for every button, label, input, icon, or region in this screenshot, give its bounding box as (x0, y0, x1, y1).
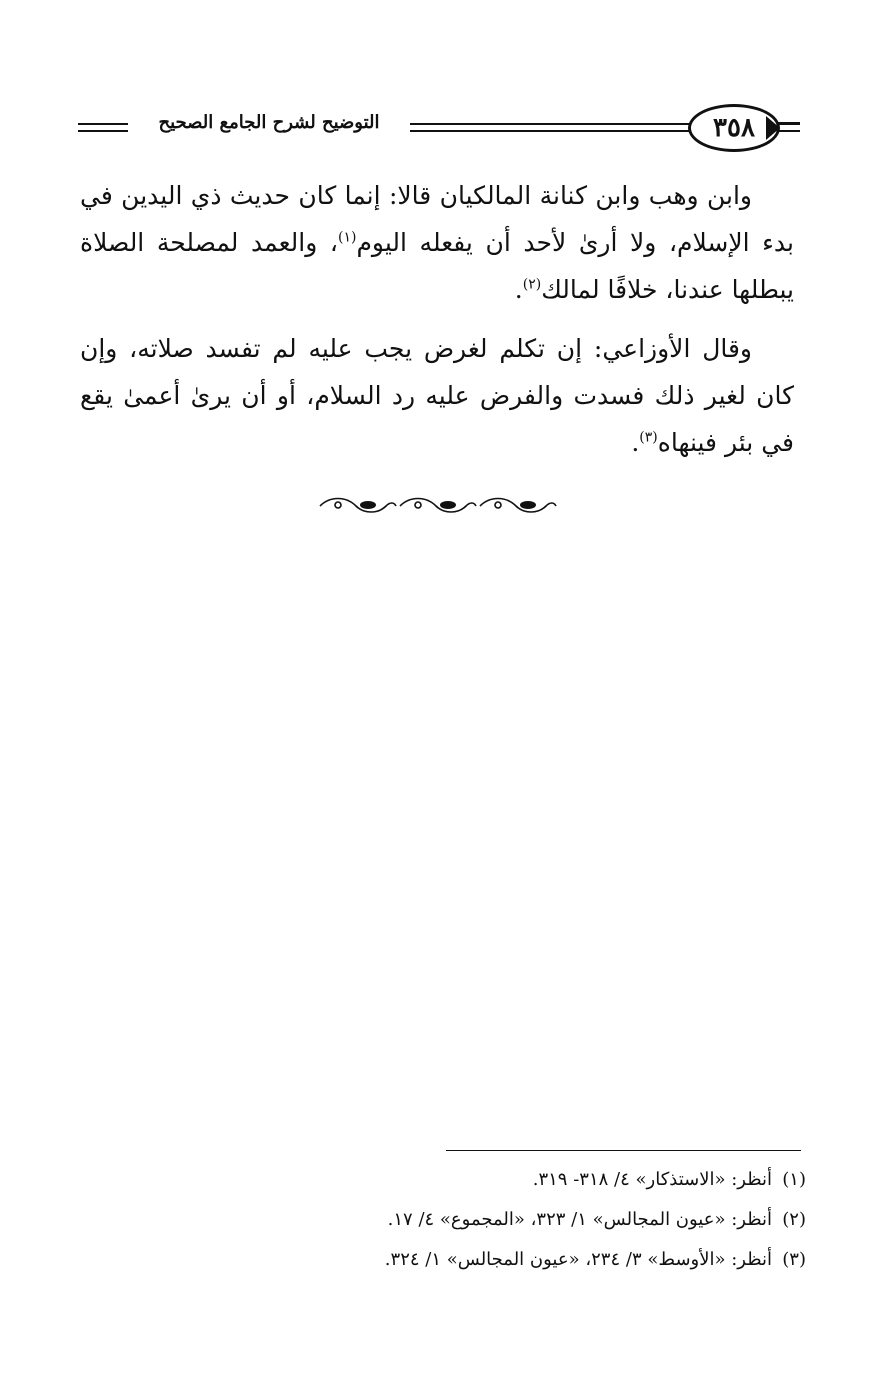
paragraph-2 (80, 325, 794, 466)
paragraph-1-end: . (514, 275, 523, 304)
footnotes (240, 1160, 806, 1280)
footnote-number: (٣) (782, 1249, 806, 1270)
floral-divider-icon (316, 492, 558, 518)
header-rule-right (778, 122, 800, 132)
paragraph-1 (80, 172, 794, 313)
paragraph-2-text: وقال الأوزاعي: إن تكلم لغرض يجب عليه لم تفسد صلاته، وإن كان لغير ذلك فسدت والفرض عليه رد السلام، أو أن يرىٰ أعمىٰ يقع في بئر فينهاه (80, 334, 794, 457)
footnote-1 (240, 1160, 806, 1200)
footnote-text: أنظر: «الأوسط» ٣/ ٢٣٤، «عيون المجالس» ١/ ٣٢٤. (384, 1249, 772, 1270)
paragraph-1-text-continued: ، والعمد لمصلحة الصلاة يبطلها عندنا، خلافًا لمالك (80, 228, 794, 304)
page-header (78, 98, 798, 160)
footnote-2 (240, 1200, 806, 1240)
footnote-number: (١) (782, 1169, 806, 1190)
page-number: ٣٥٨ (688, 104, 780, 152)
footnote-ref-2[interactable]: (٢) (522, 276, 542, 293)
footnote-text: أنظر: «الاستذكار» ٤/ ٣١٨- ٣١٩. (532, 1169, 772, 1190)
header-arrow-icon (766, 116, 780, 140)
main-text (80, 172, 794, 478)
footnote-ref-3[interactable]: (٣) (639, 429, 658, 446)
footnote-number: (٢) (782, 1209, 806, 1230)
footnote-ref-1[interactable]: (١) (337, 229, 357, 246)
footnote-separator (446, 1150, 801, 1151)
header-rule-middle (410, 123, 692, 132)
header-rule-left (78, 123, 128, 132)
paragraph-2-end: . (631, 428, 640, 457)
footnote-3 (240, 1240, 806, 1280)
paragraph-1-text: وابن وهب وابن كنانة المالكيان قالا: إنما كان حديث ذي اليدين في بدء الإسلام، ولا أرىٰ لأحد أن يفعله اليوم (80, 181, 794, 257)
footnote-text: أنظر: «عيون المجالس» ١/ ٣٢٣، «المجموع» ٤/ ١٧. (387, 1209, 772, 1230)
running-title: التوضيح لشرح الجامع الصحيح (158, 112, 380, 133)
